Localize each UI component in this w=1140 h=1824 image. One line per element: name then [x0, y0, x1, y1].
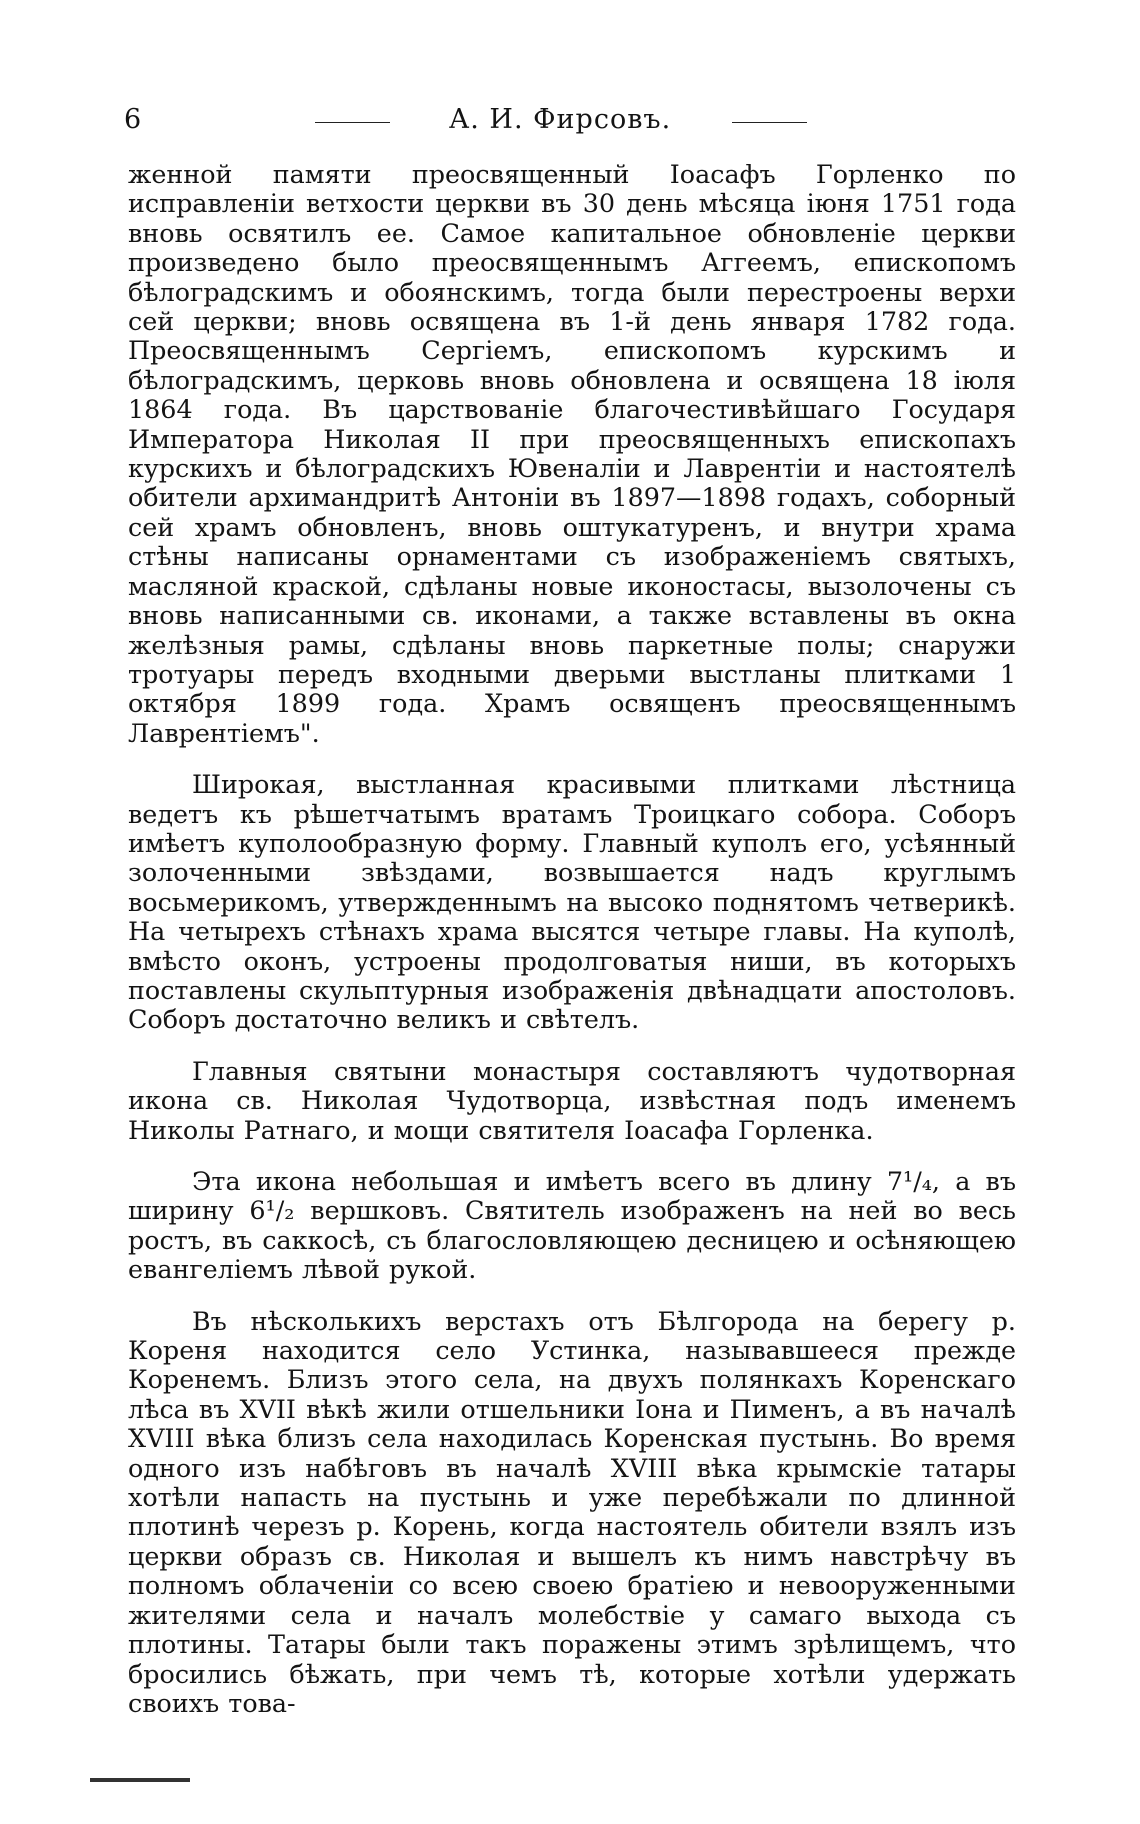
header-rule-right [732, 122, 807, 123]
footer-flourish [90, 1778, 190, 1782]
page-number: 6 [124, 104, 142, 135]
body-text [128, 160, 1016, 1718]
paragraph-continuation: женной памяти преосвященный Іоасафъ Горленко по исправленіи ветхости церкви въ 30 день мѣсяца іюня 1751 года вновь освятилъ ее. Самое капитальное обновленіе церкви произведено было преосвященнымъ Аггеемъ, епископомъ бѣлоградскимъ и обоянскимъ, тогда были перестроены верхи сей церкви; вновь освящена въ 1-й день января 1782 года. Преосвященнымъ Сергіемъ, епископомъ курскимъ и бѣлоградскимъ, церковь вновь обновлена и освящена 18 іюля 1864 года. Въ царствованіе благочестивѣйшаго Государя Императора Николая II при преосвященныхъ епископахъ курскихъ и бѣлоградскихъ Ювеналіи и Лаврентіи и настоятелѣ обители архимандритѣ Антоніи въ 1897—1898 годахъ, соборный сей храмъ обновленъ, вновь оштукатуренъ, и внутри храма стѣны написаны орнаментами съ изображеніемъ святыхъ, масляной краской, сдѣланы новые иконостасы, вызолочены съ вновь написанными св. иконами, а также вставлены въ окна желѣзныя рамы, сдѣланы вновь паркетные полы; снаружи тротуары передъ входными дверьми выстланы плитками 1 октября 1899 года. Храмъ освященъ преосвященнымъ Лаврентіемъ". [128, 159, 1016, 748]
paragraph-korennaya-history: Въ нѣсколькихъ верстахъ отъ Бѣлгорода на берегу р. Кореня находится село Устинка, называвшееся прежде Коренемъ. Близъ этого села, на двухъ полянкахъ Коренскаго лѣса въ XVII вѣкѣ жили отшельники Іона и Пименъ, а въ началѣ XVIII вѣка близъ села находилась Коренская пустынь. Во время одного изъ набѣговъ въ началѣ XVIII вѣка крымскіе татары хотѣли напасть на пустынь и уже перебѣжали по длинной плотинѣ черезъ р. Корень, когда настоятель обители взялъ изъ церкви образъ св. Николая и вышелъ къ нимъ навстрѣчу въ полномъ облаченіи со всею своею братіею и невооруженными жителями села и началъ молебствіе у самаго выхода съ плотины. Татары были такъ поражены этимъ зрѣлищемъ, что бросились бѣжать, при чемъ тѣ, которые хотѣли удержать своихъ това- [128, 1305, 1016, 1718]
paragraph-trinity-cathedral: Широкая, выстланная красивыми плитками лѣстница ведетъ къ рѣшетчатымъ вратамъ Троицкаго собора. Соборъ имѣетъ куполообразную форму. Главный куполъ его, усѣянный золоченными звѣздами, возвышается надъ круглымъ восьмерикомъ, утвержденнымъ на высоко поднятомъ четверикѣ. На четырехъ стѣнахъ храма высятся четыре главы. На куполѣ, вмѣсто оконъ, устроены продолговатыя ниши, въ которыхъ поставлены скульптурныя изображенія двѣнадцати апостоловъ. Соборъ достаточно великъ и свѣтелъ. [128, 769, 1016, 1035]
running-title: А. И. Фирсовъ. [448, 104, 672, 135]
page-header [120, 104, 1000, 144]
paragraph-icon-description: Эта икона небольшая и имѣетъ всего въ длину 7¹/₄, а въ ширину 6¹/₂ вершковъ. Святитель изображенъ на ней во весь ростъ, въ саккосѣ, съ благословляющею десницею и осѣняющею евангеліемъ лѣвой рукой. [128, 1166, 1016, 1285]
paragraph-relics: Главныя святыни монастыря составляютъ чудотворная икона св. Николая Чудотворца, извѣстная подъ именемъ Николы Ратнаго, и мощи святителя Іоасафа Горленка. [128, 1055, 1016, 1145]
